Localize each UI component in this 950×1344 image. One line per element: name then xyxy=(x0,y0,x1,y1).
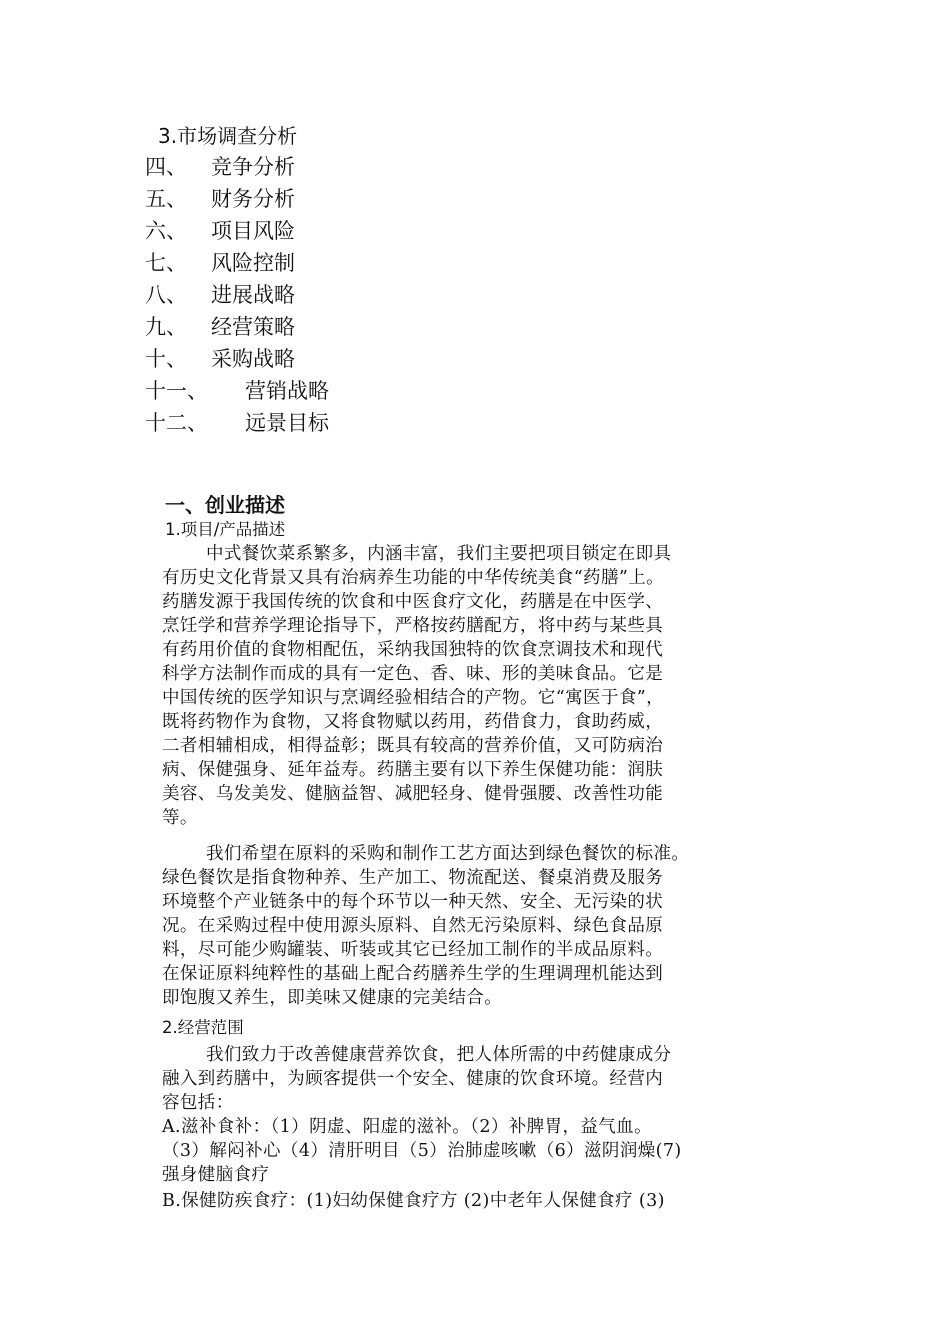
paragraph-line: 在保证原料纯粹性的基础上配合药膳养生学的生理调理机能达到 xyxy=(162,964,664,984)
paragraph-line: 有药用价值的食物相配伍，采纳我国独特的饮食烹调技术和现代 xyxy=(162,640,664,660)
toc-item-number: 十一、 xyxy=(145,379,208,403)
paragraph-line: 美容、乌发美发、健脑益智、减肥轻身、健骨强腰、改善性功能 xyxy=(162,784,664,804)
paragraph-line: 有历史文化背景又具有治病养生功能的中华传统美食“药膳”上。 xyxy=(162,568,664,588)
paragraph-line: 我们致力于改善健康营养饮食，把人体所需的中药健康成分 xyxy=(206,1045,672,1065)
toc-item xyxy=(145,185,295,213)
toc-item xyxy=(145,249,295,277)
toc-item-number: 九、 xyxy=(145,315,187,339)
toc-item xyxy=(145,313,295,341)
toc-item-number: 十、 xyxy=(145,347,187,371)
paragraph-line: 科学方法制作而成的具有一定色、香、味、形的美味食品。它是 xyxy=(162,664,664,684)
toc-item-label: 采购战略 xyxy=(211,347,295,371)
toc-sub-item: 3.市场调查分析 xyxy=(158,124,298,148)
paragraph-line: 等。 xyxy=(162,808,198,828)
toc-item-number: 六、 xyxy=(145,219,187,243)
paragraph-line: 中式餐饮菜系繁多，内涵丰富，我们主要把项目锁定在即具 xyxy=(206,544,672,564)
paragraph-line: 况。在采购过程中使用源头原料、自然无污染原料、绿色食品原 xyxy=(162,916,664,936)
list-line: A.滋补食补：（1）阴虚、阳虚的滋补。（2）补脾胃，益气血。 xyxy=(162,1117,652,1137)
toc-item-label: 经营策略 xyxy=(211,315,295,339)
paragraph-line: 我们希望在原料的采购和制作工艺方面达到绿色餐饮的标准。 xyxy=(206,844,690,864)
toc-item-label: 远景目标 xyxy=(245,411,329,435)
toc-item-number: 四、 xyxy=(145,155,187,179)
toc-item-label: 进展战略 xyxy=(211,283,295,307)
toc-item-number: 十二、 xyxy=(145,411,208,435)
toc-item xyxy=(145,377,329,405)
toc-item-label: 财务分析 xyxy=(211,187,295,211)
list-line: 强身健脑食疗 xyxy=(162,1165,270,1185)
toc-item-number: 七、 xyxy=(145,251,187,275)
paragraph-line: 烹饪学和营养学理论指导下，严格按药膳配方，将中药与某些具 xyxy=(162,616,664,636)
toc-item-label: 营销战略 xyxy=(245,379,329,403)
paragraph-line: 料，尽可能少购罐装、听装或其它已经加工制作的半成品原料。 xyxy=(162,940,664,960)
paragraph-line: 容包括： xyxy=(162,1093,234,1113)
paragraph-line: 绿色餐饮是指食物种养、生产加工、物流配送、餐桌消费及服务 xyxy=(162,868,664,888)
paragraph-line: 融入到药膳中，为顾客提供一个安全、健康的饮食环境。经营内 xyxy=(162,1069,664,1089)
toc-item xyxy=(145,409,329,437)
toc-item xyxy=(145,217,295,245)
paragraph-line: 二者相辅相成，相得益彰；既具有较高的营养价值，又可防病治 xyxy=(162,736,664,756)
paragraph-line: 即饱腹又养生，即美味又健康的完美结合。 xyxy=(162,988,503,1008)
toc-item xyxy=(145,281,295,309)
toc-item-label: 项目风险 xyxy=(211,219,295,243)
subsection-heading: 1.项目/产品描述 xyxy=(165,520,286,539)
paragraph-line: 中国传统的医学知识与烹调经验相结合的产物。它“寓医于食”， xyxy=(162,688,664,708)
subsection-heading: 2.经营范围 xyxy=(162,1018,244,1037)
toc-item-number: 五、 xyxy=(145,187,187,211)
toc-item xyxy=(145,153,295,181)
toc-item-number: 八、 xyxy=(145,283,187,307)
list-line: B.保健防疾食疗：(1)妇幼保健食疗方 (2)中老年人保健食疗 (3) xyxy=(162,1191,665,1211)
section-heading: 一、创业描述 xyxy=(165,493,285,517)
paragraph-line: 既将药物作为食物，又将食物赋以药用，药借食力，食助药威， xyxy=(162,712,664,732)
paragraph-line: 药膳发源于我国传统的饮食和中医食疗文化，药膳是在中医学、 xyxy=(162,592,664,612)
paragraph-line: 环境整个产业链条中的每个环节以一种天然、安全、无污染的状 xyxy=(162,892,664,912)
paragraph-line: 病、保健强身、延年益寿。药膳主要有以下养生保健功能：润肤 xyxy=(162,760,664,780)
toc-item-label: 风险控制 xyxy=(211,251,295,275)
list-line: （3）解闷补心（4）清肝明目（5）治肺虚咳嗽（6）滋阴润燥(7) xyxy=(162,1141,682,1161)
toc-item xyxy=(145,345,295,373)
toc-item-label: 竞争分析 xyxy=(211,155,295,179)
